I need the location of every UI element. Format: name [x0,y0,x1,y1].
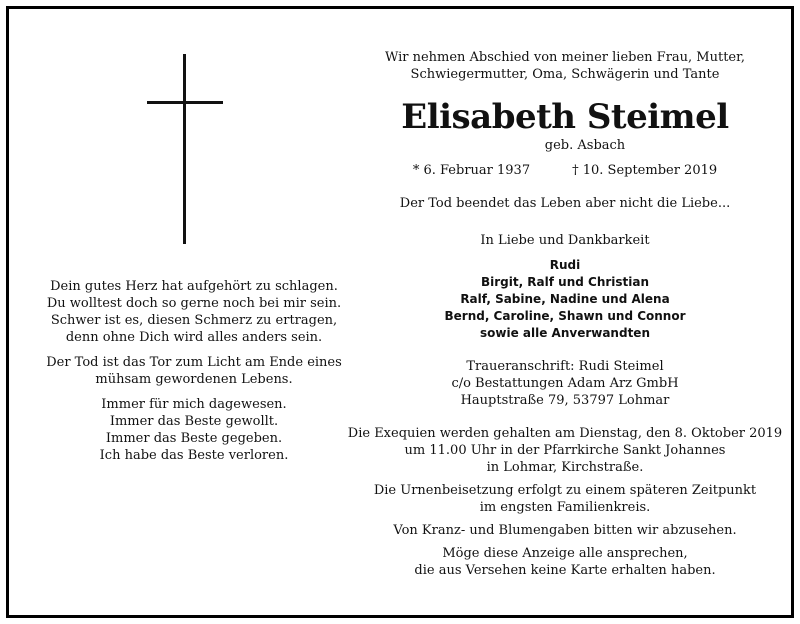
left-column [9,9,379,615]
service-line: in Lohmar, Kirchstraße. [486,460,644,475]
poem-line: mühsam gewordenen Lebens. [95,372,293,387]
service-line: Die Exequien werden gehalten am Dienstag, den 8. Oktober 2019 [347,426,783,441]
closing-note [345,545,785,579]
life-dates [345,162,785,179]
intro-line: Wir nehmen Abschied von meiner lieben Frau, Mutter, [384,50,746,65]
birth-date: * 6. Februar 1937 [412,163,531,178]
family-list [345,257,785,342]
poem-stanza-1 [9,278,379,346]
address-line: Hauptstraße 79, 53797 Lohmar [460,393,670,408]
address-line: c/o Bestattungen Adam Arz GmbH [451,376,679,391]
flowers-note: Von Kranz- und Blumengaben bitten wir abzusehen. [393,523,737,538]
poem-line: Der Tod ist das Tor zum Licht am Ende eines [46,355,342,370]
motto: Der Tod beendet das Leben aber nicht die Liebe... [399,196,731,211]
dedication: In Liebe und Dankbarkeit [480,233,650,248]
closing-line: Möge diese Anzeige alle ansprechen, [442,546,688,561]
poem-line: Ich habe das Beste verloren. [99,448,289,463]
poem-line: denn ohne Dich wird alles anders sein. [65,330,323,345]
closing-line: die aus Versehen keine Karte erhalten haben. [414,563,716,578]
address-line: Traueranschrift: Rudi Steimel [466,359,664,374]
family-line: Birgit, Ralf und Christian [480,275,650,289]
obituary-notice [6,6,794,618]
poem-line: Dein gutes Herz hat aufgehört zu schlagen. [50,279,338,294]
maiden-name: geb. Asbach [544,138,626,153]
poem-line: Du wolltest doch so gerne noch bei mir sein. [46,296,342,311]
burial-line: Die Urnenbeisetzung erfolgt zu einem späteren Zeitpunkt [373,483,757,498]
family-line: Ralf, Sabine, Nadine und Alena [460,292,670,306]
death-date: † 10. September 2019 [572,163,718,178]
intro-line: Schwiegermutter, Oma, Schwägerin und Tante [410,67,720,82]
cross-icon [147,54,223,244]
poem-stanza-2 [9,354,379,388]
poem-line: Immer das Beste gegeben. [105,431,283,446]
mourning-address [345,358,785,409]
family-line: Rudi [549,258,581,272]
poem [9,278,379,472]
poem-line: Immer das Beste gewollt. [109,414,279,429]
burial-info [345,482,785,516]
family-line: sowie alle Anverwandten [480,326,650,340]
poem-line: Schwer ist es, diesen Schmerz zu ertragen, [50,313,338,328]
burial-line: im engsten Familienkreis. [479,500,651,515]
right-column [345,9,785,615]
family-line: Bernd, Caroline, Shawn und Connor [444,309,686,323]
deceased-name: Elisabeth Steimel [401,97,729,137]
poem-line: Immer für mich dagewesen. [101,397,287,412]
service-line: um 11.00 Uhr in der Pfarrkirche Sankt Johannes [404,443,726,458]
service-info [345,425,785,476]
poem-stanza-3 [9,396,379,464]
